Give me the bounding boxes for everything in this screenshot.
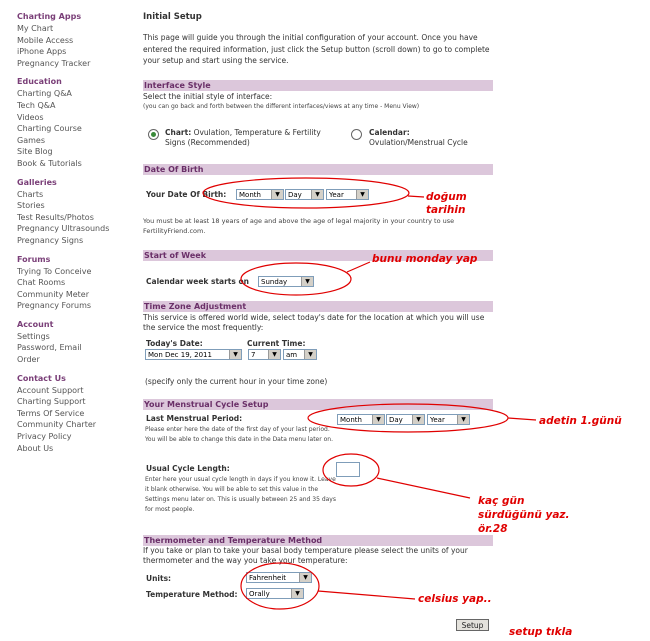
annotation-line-week bbox=[347, 262, 370, 272]
sidebar-link[interactable]: Book & Tutorials bbox=[17, 158, 82, 168]
dob-label: Your Date Of Birth: bbox=[146, 190, 227, 199]
dob-day-select[interactable]: Day ▼ bbox=[285, 189, 324, 200]
sidebar-link[interactable]: Videos bbox=[17, 112, 44, 122]
section-menstrual-cycle: Your Menstrual Cycle Setup bbox=[143, 399, 493, 410]
interface-note: (you can go back and forth between the different interfaces/views at any time - Menu View) bbox=[143, 103, 420, 110]
annotation-line-length bbox=[377, 478, 470, 498]
sidebar-nav bbox=[17, 11, 135, 461]
sidebar-heading: Charting Apps bbox=[17, 12, 82, 21]
sidebar-link[interactable]: Games bbox=[17, 135, 45, 145]
sidebar-heading: Forums bbox=[17, 254, 51, 264]
annotation-length-2: sürdüğünü yaz. bbox=[478, 509, 570, 521]
units-select[interactable]: Fahrenheit ▼ bbox=[246, 572, 312, 583]
sidebar-link[interactable]: Pregnancy Signs bbox=[17, 235, 84, 245]
lmp-day-select[interactable]: Day ▼ bbox=[386, 414, 425, 425]
sidebar-link[interactable]: Test Results/Photos bbox=[17, 212, 94, 222]
page-title: Initial Setup bbox=[143, 12, 202, 22]
lmp-label: Last Menstrual Period: bbox=[146, 414, 243, 423]
units-label: Units: bbox=[146, 574, 172, 583]
annotation-temp: celsius yap.. bbox=[418, 593, 492, 605]
sidebar-heading: Education bbox=[17, 77, 62, 87]
sidebar-link[interactable]: iPhone Apps bbox=[17, 47, 67, 57]
annotation-line-temp bbox=[318, 591, 415, 599]
annotation-line-lmp bbox=[508, 418, 536, 420]
section-time-zone: Time Zone Adjustment bbox=[143, 301, 493, 312]
sidebar-link[interactable]: Pregnancy Forums bbox=[17, 301, 92, 311]
tz-note: (specify only the current hour in your time zone) bbox=[145, 377, 328, 386]
tz-date-label: Today's Date: bbox=[146, 339, 203, 348]
sidebar-link[interactable]: Pregnancy Tracker bbox=[17, 58, 91, 68]
ampm-select[interactable]: am ▼ bbox=[283, 349, 317, 360]
tz-desc: This service is offered world wide, select today's date for the location at which you will use the service the most frequently: bbox=[143, 313, 485, 332]
sidebar-section bbox=[17, 177, 135, 247]
annotation-week: bunu monday yap bbox=[372, 253, 478, 265]
thermo-desc: If you take or plan to take your basal body temperature please select the units of your thermometer and the way you take your temperature: bbox=[143, 546, 468, 565]
setup-button[interactable]: Setup bbox=[456, 619, 489, 631]
temp-method-select[interactable]: Orally ▼ bbox=[246, 588, 304, 599]
sidebar-link[interactable]: Community Charter bbox=[17, 420, 97, 430]
sidebar-section bbox=[17, 254, 135, 312]
dob-note: You must be at least 18 years of age and above the age of legal majority in your country to use FertilityFriend.com. bbox=[143, 217, 455, 235]
sidebar-link[interactable]: Charting Q&A bbox=[17, 89, 72, 99]
annotation-line-dob bbox=[408, 196, 424, 197]
sidebar-link[interactable]: Site Blog bbox=[17, 147, 53, 157]
dob-month-select[interactable]: Month ▼ bbox=[236, 189, 284, 200]
annotation-length-3: ör.28 bbox=[478, 523, 508, 535]
sidebar-link[interactable]: Terms Of Service bbox=[17, 408, 85, 418]
lmp-month-select[interactable]: Month ▼ bbox=[337, 414, 385, 425]
lmp-note: Please enter here the date of the first day of your last period. You will be able to change this date in the Data menu later on. bbox=[145, 426, 333, 443]
interface-desc: Select the initial style of interface: bbox=[143, 92, 273, 101]
sidebar-heading: Account bbox=[17, 319, 54, 329]
tz-time-label: Current Time: bbox=[247, 339, 306, 348]
sidebar-link[interactable]: About Us bbox=[17, 443, 54, 453]
sidebar-link[interactable]: Tech Q&A bbox=[17, 100, 56, 110]
dob-year-select[interactable]: Year ▼ bbox=[326, 189, 369, 200]
section-interface-style: Interface Style bbox=[143, 80, 493, 91]
sidebar-link[interactable]: Charting Course bbox=[17, 124, 82, 134]
cycle-length-note: Enter here your usual cycle length in days if you know it. Leave it blank otherwise. You will be able to set this value in the Settings menu later on. This is usually between 25 and 35 days for most people. bbox=[145, 476, 336, 513]
sidebar-heading: Contact Us bbox=[17, 373, 66, 383]
sidebar-link[interactable]: Order bbox=[17, 355, 40, 365]
today-date-select[interactable]: Mon Dec 19, 2011 ▼ bbox=[145, 349, 242, 360]
sidebar-link[interactable]: Charts bbox=[17, 189, 44, 199]
sidebar-link[interactable]: Mobile Access bbox=[17, 35, 74, 45]
sidebar-link[interactable]: Chat Rooms bbox=[17, 278, 66, 288]
sidebar-link[interactable]: Settings bbox=[17, 331, 50, 341]
cycle-length-input[interactable] bbox=[336, 462, 360, 477]
annotation-setup: setup tıkla bbox=[509, 626, 573, 638]
sidebar-section bbox=[17, 319, 135, 366]
sidebar-link[interactable]: Community Meter bbox=[17, 289, 90, 299]
sidebar-link[interactable]: Privacy Policy bbox=[17, 432, 72, 442]
option-calendar-label[interactable]: Calendar: Ovulation/Menstrual Cycle bbox=[369, 128, 468, 147]
sidebar-link[interactable]: Stories bbox=[17, 201, 45, 211]
main-content bbox=[143, 11, 493, 67]
radio-calendar[interactable] bbox=[351, 129, 362, 140]
lmp-year-select[interactable]: Year ▼ bbox=[427, 414, 470, 425]
section-thermometer: Thermometer and Temperature Method bbox=[143, 535, 493, 546]
section-date-of-birth: Date Of Birth bbox=[143, 164, 493, 175]
week-label: Calendar week starts on bbox=[146, 277, 249, 286]
sidebar-section bbox=[17, 76, 135, 169]
temp-method-label: Temperature Method: bbox=[146, 590, 238, 599]
option-chart-label[interactable]: Chart: Ovulation, Temperature & Fertility Signs (Recommended) bbox=[165, 128, 321, 147]
annotation-length-1: kaç gün bbox=[478, 495, 525, 507]
annotation-lmp: adetin 1.günü bbox=[539, 415, 622, 427]
sidebar-section bbox=[17, 373, 135, 455]
sidebar-link[interactable]: Password, Email bbox=[17, 343, 82, 353]
sidebar-heading: Galleries bbox=[17, 177, 57, 187]
sidebar-link[interactable]: Pregnancy Ultrasounds bbox=[17, 224, 110, 234]
sidebar-section bbox=[17, 11, 135, 69]
cycle-length-label: Usual Cycle Length: bbox=[146, 464, 230, 473]
radio-chart[interactable] bbox=[148, 129, 159, 140]
annotation-ellipse-temp bbox=[241, 563, 319, 609]
hour-select[interactable]: 7 ▼ bbox=[248, 349, 281, 360]
week-start-select[interactable]: Sunday ▼ bbox=[258, 276, 314, 287]
sidebar-link[interactable]: Trying To Conceive bbox=[17, 266, 92, 276]
sidebar-link[interactable]: Account Support bbox=[17, 385, 84, 395]
intro-text: This page will guide you through the initial configuration of your account. Once you have entered the required information, just click the Setup button (scroll down) to go to complete your setup and start using the service. bbox=[143, 33, 490, 65]
section-start-of-week: Start of Week bbox=[143, 250, 493, 261]
sidebar-link[interactable]: My Chart bbox=[17, 24, 54, 33]
annotation-dob: doğum tarihin bbox=[426, 191, 467, 216]
sidebar-link[interactable]: Charting Support bbox=[17, 397, 86, 407]
